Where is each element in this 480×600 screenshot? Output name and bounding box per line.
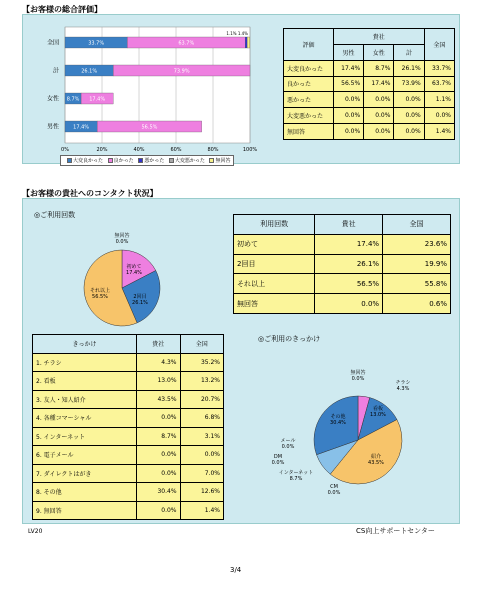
pie-data-label: メール: [280, 438, 296, 444]
table-row: [284, 76, 455, 92]
pie-data-label: チラシ: [395, 380, 411, 386]
cell: 0.0%: [364, 108, 394, 124]
legend-swatch: [108, 158, 113, 163]
pie-data-label: 56.5%: [92, 294, 108, 300]
section1-title: 【お客様の総合評価】: [22, 5, 102, 14]
cell: 56.5%: [315, 274, 383, 294]
row-label: 6. 電子メール: [33, 446, 137, 465]
row-label: 2. 看板: [33, 372, 137, 391]
x-tick-label: 20%: [96, 147, 108, 153]
col-reason: きっかけ: [33, 335, 137, 354]
table-row: [33, 372, 224, 391]
pie-data-label: 2回目: [133, 294, 147, 300]
row-label: 大変悪かった: [284, 108, 334, 124]
category-label: 全国: [46, 39, 59, 47]
legend-swatch: [67, 158, 72, 163]
cell: 3.1%: [180, 427, 223, 446]
col-female: 女性: [364, 44, 394, 60]
cell: 12.6%: [180, 483, 223, 502]
cell: 26.1%: [394, 60, 424, 76]
section2-title: 【お客様の貴社へのコンタクト状況】: [22, 189, 158, 198]
table-row: [234, 254, 451, 274]
row-label: 悪かった: [284, 92, 334, 108]
reason-pie-chart: [258, 358, 458, 508]
table-row: [33, 353, 224, 372]
bar-data-label: 26.1%: [81, 68, 98, 75]
row-label: 4. 各種コマーシャル: [33, 409, 137, 428]
col-company: 貴社: [333, 29, 424, 45]
cell: 20.7%: [180, 390, 223, 409]
table-row: [33, 483, 224, 502]
cell: 26.1%: [315, 254, 383, 274]
legend-item: 大変良かった: [73, 158, 104, 164]
cell: 56.5%: [333, 76, 363, 92]
bar-data-label: 33.7%: [88, 40, 105, 47]
row-label: 1. チラシ: [33, 353, 137, 372]
cell: 30.4%: [137, 483, 180, 502]
cell: 1.4%: [424, 124, 454, 140]
col-national: 全国: [383, 215, 451, 235]
visits-heading: ◎ご利用回数: [34, 211, 76, 219]
pie-data-label: 26.1%: [132, 300, 148, 306]
col-male: 男性: [333, 44, 363, 60]
cell: 13.2%: [180, 372, 223, 391]
cell: 17.4%: [315, 234, 383, 254]
cell: 0.0%: [364, 92, 394, 108]
table-row: [33, 390, 224, 409]
legend-item: 良かった: [113, 158, 134, 164]
pie-data-label: 看板: [372, 406, 384, 412]
reason-heading: ◎ご利用のきっかけ: [258, 335, 321, 343]
pie-data-label: それ以上: [89, 288, 111, 294]
pie-data-label: その他: [330, 414, 346, 420]
legend-swatch: [169, 158, 174, 163]
x-tick-label: 40%: [133, 147, 145, 153]
bar-data-label: 63.7%: [178, 40, 195, 47]
pie-data-label: 0.0%: [281, 444, 295, 450]
bar-data-label: 8.7%: [66, 96, 80, 103]
bar-legend: [60, 155, 234, 166]
cell: 23.6%: [383, 234, 451, 254]
cell: 0.0%: [137, 464, 180, 483]
col-company: 貴社: [315, 215, 383, 235]
cell: 6.8%: [180, 409, 223, 428]
table-row: [234, 294, 451, 314]
pie-data-label: 43.5%: [368, 460, 384, 466]
cell: 63.7%: [424, 76, 454, 92]
pie-data-label: 紹介: [370, 454, 382, 460]
x-tick-label: 80%: [207, 147, 219, 153]
col-company: 貴社: [137, 335, 180, 354]
footer-left: LV20: [28, 528, 43, 535]
table-row: [33, 501, 224, 520]
cell: 13.0%: [137, 372, 180, 391]
legend-swatch: [209, 158, 214, 163]
x-tick-label: 100%: [242, 147, 258, 153]
cell: 0.0%: [333, 124, 363, 140]
page-number: 3/4: [230, 566, 242, 574]
row-label: 3. 友人・知人紹介: [33, 390, 137, 409]
col-national: 全国: [424, 29, 454, 61]
bar-data-label: 1.1% 1.4%: [226, 31, 248, 36]
category-label: 女性: [46, 95, 59, 103]
pie-data-label: 無回答: [114, 233, 130, 239]
reason-table: [32, 334, 224, 520]
category-label: 計: [52, 67, 59, 75]
cell: 0.0%: [315, 294, 383, 314]
cell: 19.9%: [383, 254, 451, 274]
cell: 1.4%: [180, 501, 223, 520]
x-tick-label: 60%: [170, 147, 182, 153]
table-row: [33, 446, 224, 465]
legend-item: 無回答: [215, 158, 231, 164]
pie-data-label: 17.4%: [126, 270, 142, 276]
table-row: [234, 234, 451, 254]
cell: 33.7%: [424, 60, 454, 76]
pie-data-label: 0.0%: [115, 239, 129, 245]
row-label: 大変良かった: [284, 60, 334, 76]
table-row: [284, 60, 455, 76]
pie-data-label: 8.7%: [289, 476, 303, 482]
cell: 43.5%: [137, 390, 180, 409]
table-row: [234, 274, 451, 294]
row-label: 9. 無回答: [33, 501, 137, 520]
row-label: 無回答: [284, 124, 334, 140]
cell: 0.0%: [137, 446, 180, 465]
cell: 0.0%: [137, 501, 180, 520]
row-label: 5. インターネット: [33, 427, 137, 446]
row-label: それ以上: [234, 274, 315, 294]
row-label: 良かった: [284, 76, 334, 92]
cell: 1.1%: [424, 92, 454, 108]
cell: 17.4%: [364, 76, 394, 92]
cell: 8.7%: [364, 60, 394, 76]
cell: 7.0%: [180, 464, 223, 483]
cell: 0.0%: [333, 108, 363, 124]
bar-data-label: 17.4%: [89, 96, 106, 103]
evaluation-table: [283, 28, 455, 140]
cell: 0.0%: [180, 446, 223, 465]
table-row: [33, 464, 224, 483]
bar-data-label: 73.9%: [173, 68, 190, 75]
col-national: 全国: [180, 335, 223, 354]
visits-table: [233, 214, 451, 314]
pie-data-label: CM: [330, 484, 338, 490]
cell: 0.0%: [137, 409, 180, 428]
legend-item: 大変悪かった: [174, 158, 205, 164]
cell: 0.0%: [394, 124, 424, 140]
cell: 35.2%: [180, 353, 223, 372]
visits-pie-chart: [60, 226, 200, 336]
col-eval: 評価: [284, 29, 334, 61]
table-row: [284, 124, 455, 140]
cell: 55.8%: [383, 274, 451, 294]
cell: 0.0%: [394, 92, 424, 108]
bar-data-label: 17.4%: [73, 124, 90, 131]
pie-data-label: 0.0%: [271, 460, 285, 466]
cell: 0.6%: [383, 294, 451, 314]
cell: 0.0%: [394, 108, 424, 124]
category-label: 男性: [46, 123, 59, 131]
col-total: 計: [394, 44, 424, 60]
footer-right: CS向上サポートセンター: [356, 527, 435, 535]
row-label: 7. ダイレクトはがき: [33, 464, 137, 483]
bar-segment: [247, 37, 250, 48]
cell: 4.3%: [137, 353, 180, 372]
legend-item: 悪かった: [144, 158, 165, 164]
bar-segment: [245, 37, 247, 48]
pie-data-label: 13.0%: [370, 412, 386, 418]
pie-data-label: DM: [273, 454, 283, 460]
cell: 8.7%: [137, 427, 180, 446]
pie-data-label: 4.3%: [396, 386, 410, 392]
pie-data-label: 0.0%: [327, 490, 341, 496]
legend-swatch: [138, 158, 143, 163]
cell: 0.0%: [424, 108, 454, 124]
row-label: 8. その他: [33, 483, 137, 502]
stacked-bar-chart: [25, 15, 265, 165]
table-row: [284, 108, 455, 124]
cell: 0.0%: [333, 92, 363, 108]
pie-data-label: 初めて: [126, 264, 142, 270]
pie-data-label: インターネット: [278, 470, 314, 476]
cell: 73.9%: [394, 76, 424, 92]
pie-data-label: 無回答: [350, 370, 366, 376]
cell: 0.0%: [364, 124, 394, 140]
cell: 17.4%: [333, 60, 363, 76]
row-label: 無回答: [234, 294, 315, 314]
table-row: [33, 427, 224, 446]
col-visits: 利用回数: [234, 215, 315, 235]
row-label: 初めて: [234, 234, 315, 254]
row-label: 2回目: [234, 254, 315, 274]
x-tick-label: 0%: [61, 147, 69, 153]
pie-data-label: 30.4%: [330, 420, 346, 426]
bar-data-label: 56.5%: [141, 124, 158, 131]
pie-data-label: 0.0%: [351, 376, 365, 382]
table-row: [33, 409, 224, 428]
table-row: [284, 92, 455, 108]
